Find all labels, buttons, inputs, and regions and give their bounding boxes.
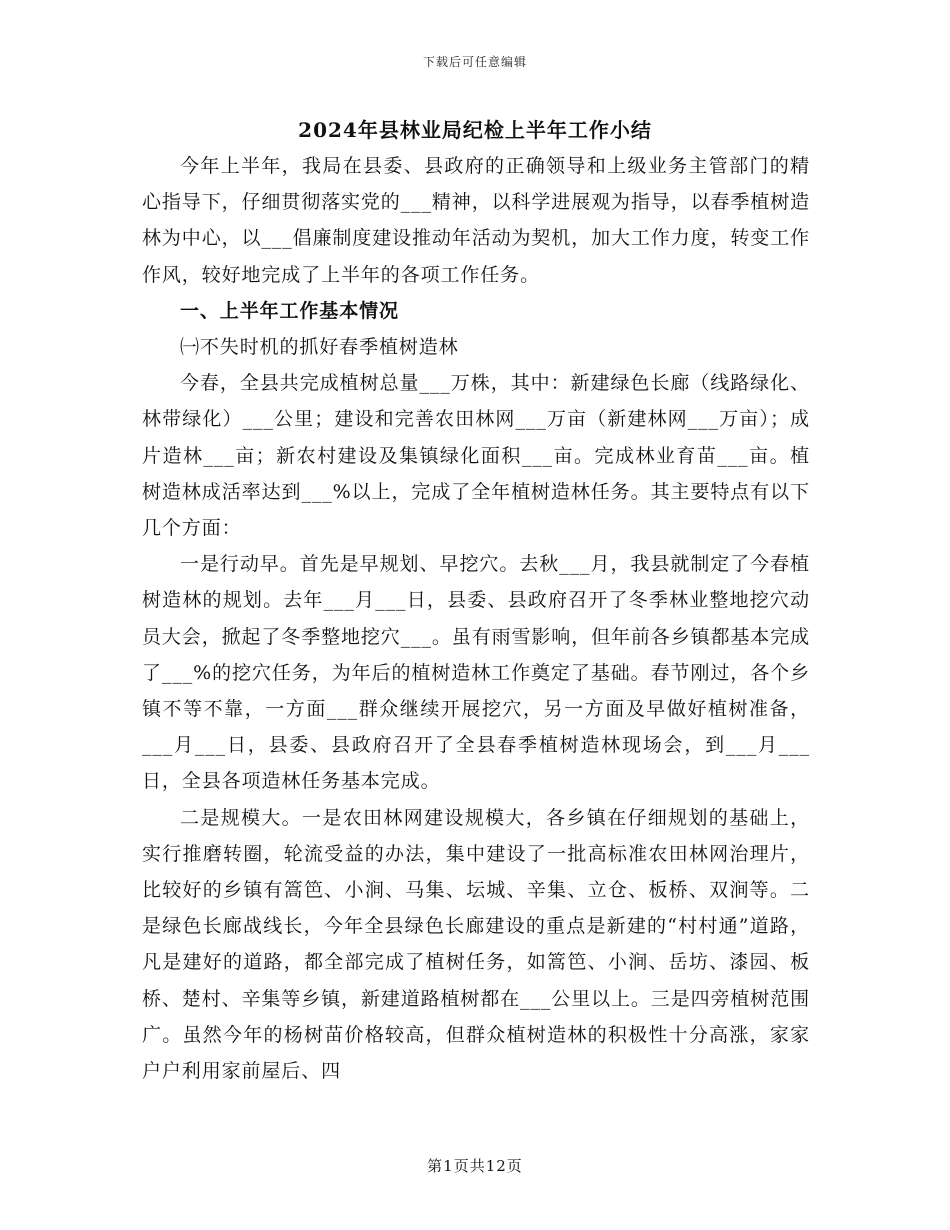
body-paragraph: 二是规模大。一是农田林网建设规模大，各乡镇在仔细规划的基础上，实行推磨转圈，轮流受益的办法，集中建设了一批高标准农田林网治理片，比较好的乡镇有篙笆、小涧、马集、坛城、辛集、立仓、板桥、双涧等。二是绿色长廊战线长，今年全县绿色长廊建设的重点是新建的“村村通”道路，凡是建好的道路，都全部完成了植树任务，如篙笆、小涧、岳坊、漆园、板桥、楚村、辛集等乡镇，新建道路植树都在___公里以上。三是四旁植树范围广。虽然今年的杨树苗价格较高，但群众植树造林的积极性十分高涨，家家户户利用家前屋后、四 xyxy=(142,806,811,1083)
body-paragraph: 一是行动早。首先是早规划、早挖穴。去秋___月，我县就制定了今春植树造林的规划。去年___月___日，县委、县政府召开了冬季林业整地挖穴动员大会，掀起了冬季整地挖穴___。虽有雨雪影响，但年前各乡镇都基本完成了___%的挖穴任务，为年后的植树造林工作奠定了基础。春节刚过，各个乡镇不等不靠，一方面___群众继续开展挖穴，另一方面及早做好植树准备，___月___日，县委、县政府召开了全县春季植树造林现场会，到___月___日，全县各项造林任务基本完成。 xyxy=(142,553,811,793)
document-body xyxy=(142,148,810,1089)
document-title: 2024年县林业局纪检上半年工作小结 xyxy=(298,118,652,142)
section-heading: 一、上半年工作基本情况 xyxy=(180,299,399,322)
page-header: 下载后可任意编辑 xyxy=(422,55,527,69)
intro-paragraph: 今年上半年，我局在县委、县政府的正确领导和上级业务主管部门的精心指导下，仔细贯彻落实党的___精神，以科学进展观为指导，以春季植树造林为中心，以___倡廉制度建设推动年活动为契机，加大工作力度，转变工作作风，较好地完成了上半年的各项工作任务。 xyxy=(142,155,811,286)
page-number: 第1页共12页 xyxy=(427,1157,523,1175)
subsection-heading: ㈠不失时机的抓好春季植树造林 xyxy=(180,336,459,359)
body-paragraph: 今春，全县共完成植树总量___万株，其中：新建绿色长廊（线路绿化、林带绿化）___公里；建设和完善农田林网___万亩（新建林网___万亩）；成片造林___亩；新农村建设及集镇绿化面积___亩。完成林业育苗___亩。植树造林成活率达到___%以上，完成了全年植树造林任务。其主要特点有以下几个方面： xyxy=(142,372,810,540)
